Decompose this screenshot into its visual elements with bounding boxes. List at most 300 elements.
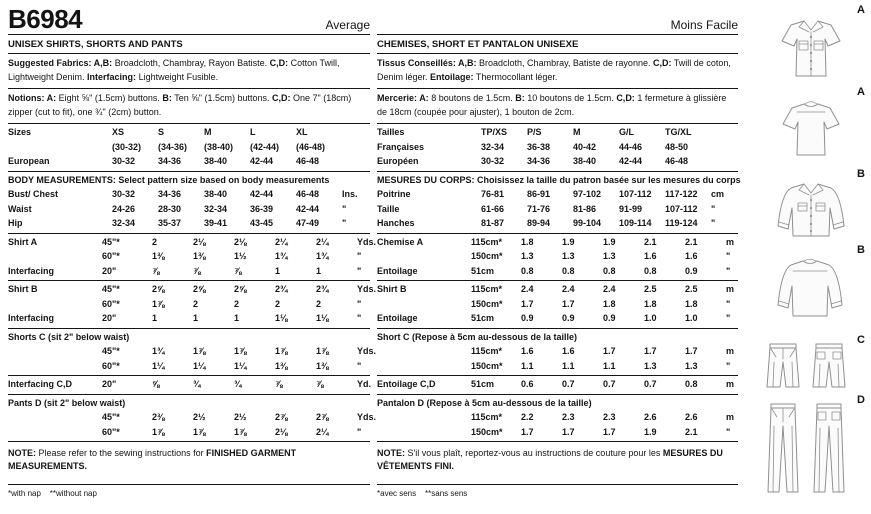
text-segment: C,D: [271, 93, 291, 103]
value-cell: 0.8 [644, 265, 657, 276]
value-cell: 2 [152, 236, 158, 247]
value-cell: 1.1 [562, 360, 575, 371]
table-section [8, 281, 377, 329]
unit-cell: " [726, 426, 731, 437]
text-segment: Lightweight Fusible. [136, 71, 219, 82]
row-label: Bust/ Chest [8, 189, 59, 199]
garment-title-fr: CHEMISES, SHORT ET PANTALON UNISEXE [377, 35, 738, 54]
value-cell: 2.6 [644, 412, 657, 422]
value-cell: 42-44 [296, 203, 320, 214]
value-cell: 42-44 [250, 156, 274, 166]
value-cell: 46-48 [296, 156, 320, 166]
value-cell: 1.9 [644, 426, 657, 437]
unit-cell: Yds. [357, 346, 377, 356]
value-cell: 34-36 [527, 156, 551, 166]
unit-cell: " [357, 265, 362, 276]
value-cell: TG/XL [665, 127, 692, 137]
value-cell: 2¾ [316, 284, 329, 294]
masthead-en [8, 6, 370, 35]
value-cell: 1½ [234, 251, 247, 261]
value-cell: 1.7 [521, 298, 534, 309]
value-cell: 2⅞ [275, 412, 288, 422]
row-label: Taille [377, 203, 400, 214]
value-cell: 32-34 [204, 203, 228, 214]
table-section [8, 329, 377, 377]
value-cell: 1⅞ [152, 298, 165, 309]
unit-cell [342, 140, 370, 155]
value-cell: 2.4 [521, 284, 534, 294]
text-segment: 1 fermeture à glissière de 18cm (coupée pour ajuster), 1 bouton de 2cm. [377, 93, 727, 117]
value-cell: 97-102 [573, 189, 602, 199]
value-cell: 1⅞ [152, 426, 165, 437]
table-section [8, 172, 370, 234]
table-row [8, 264, 370, 279]
value-cell: 47-49 [296, 218, 320, 228]
value-cell: 43-45 [250, 218, 274, 228]
text-segment: B: [162, 93, 172, 103]
table-row [377, 377, 738, 392]
table-section-heading: Pants D (sit 2" below waist) [8, 397, 126, 408]
row-label: Shirt B [8, 284, 38, 294]
value-cell: 2.6 [685, 412, 698, 422]
notions-fr [377, 89, 738, 124]
text-segment: Twill de coton, Denim léger. [377, 58, 731, 82]
value-cell: 1.6 [562, 346, 575, 356]
value-cell: 1.6 [521, 346, 534, 356]
row-label: European [8, 156, 50, 166]
value-cell: 2.5 [685, 284, 698, 294]
value-cell: 2¼ [316, 236, 329, 247]
value-cell: 0.7 [644, 379, 657, 389]
row-label: Sizes [8, 127, 32, 137]
value-cell: 46-48 [296, 189, 320, 199]
table-row [377, 249, 738, 264]
table-row [377, 202, 738, 217]
shirt-b-front-drawing [772, 181, 850, 241]
table-row [8, 410, 377, 425]
value-cell: 1 [152, 313, 158, 323]
row-label: Européen [377, 156, 419, 166]
shirt-a-front-drawing [776, 17, 846, 81]
unit-cell: " [357, 298, 362, 309]
figure-shorts-c [760, 334, 871, 394]
value-cell: 1⅛ [275, 313, 288, 323]
value-cell: 2.3 [562, 412, 575, 422]
value-cell: 1.7 [603, 346, 616, 356]
row-label: Chemise A [377, 236, 424, 247]
figure-label: D [857, 394, 865, 406]
table-section [8, 376, 370, 395]
value-cell: 86-91 [527, 189, 551, 199]
fabric-width-cell: 51cm [471, 265, 495, 276]
row-label: Waist [8, 203, 32, 214]
unit-cell: " [726, 265, 731, 276]
text-segment: B: [515, 93, 525, 103]
value-cell: 1⅜ [193, 251, 206, 261]
row-label [8, 297, 102, 312]
shirt-b-back-drawing [772, 257, 848, 321]
value-cell: 117-122 [665, 189, 698, 199]
value-cell: 46-48 [665, 156, 689, 166]
value-cell: 1¼ [152, 360, 165, 371]
value-cell: 1.1 [603, 360, 616, 371]
value-cell: M [573, 127, 581, 137]
value-cell: ⅞ [193, 265, 201, 276]
unit-cell: Ins. [342, 189, 358, 199]
table-row [8, 125, 370, 140]
value-cell: 1.8 [603, 298, 616, 309]
value-cell: 42-44 [250, 189, 274, 199]
value-cell: 1⅜ [316, 360, 329, 371]
value-cell: 1.9 [603, 236, 616, 247]
body-measurements-table-fr [377, 172, 741, 234]
value-cell: 2.1 [685, 426, 698, 437]
value-cell: 1⅜ [275, 360, 288, 371]
table-row [377, 282, 738, 297]
text-segment: Broadcloth, Chambray, Rayon Batiste. [112, 58, 270, 68]
table-row [377, 425, 738, 440]
value-cell: 1¾ [275, 251, 288, 261]
value-cell: 1.8 [521, 236, 534, 247]
value-cell: 0.6 [521, 379, 534, 389]
table-row [8, 154, 370, 169]
suggested-fabrics-fr [377, 54, 738, 89]
unit-cell: " [726, 298, 731, 309]
unit-cell [342, 125, 370, 140]
value-cell: 1.0 [685, 313, 698, 323]
value-cell: 1 [193, 313, 199, 323]
value-cell: 1 [275, 265, 281, 276]
value-cell: 109-114 [619, 218, 652, 228]
value-cell: 2.4 [562, 284, 575, 294]
table-section [377, 124, 738, 172]
table-row [8, 344, 377, 359]
value-cell: 1⅜ [152, 251, 165, 261]
value-cell: 1.3 [603, 251, 616, 261]
text-segment: MESURES DU VÊTEMENTS FINI. [377, 448, 723, 472]
value-cell: ¾ [234, 379, 242, 389]
shorts-c-back-drawing [808, 342, 850, 394]
value-cell: 0.8 [685, 379, 698, 389]
value-cell: 1⅞ [234, 346, 247, 356]
french-column [377, 6, 741, 498]
unit-cell: Yd. [357, 379, 372, 389]
english-column [8, 4, 377, 498]
difficulty-label-fr: Moins Facile [670, 17, 738, 32]
row-label: Entoilage C,D [377, 379, 436, 389]
value-cell: 2.2 [521, 412, 534, 422]
row-label: Françaises [377, 141, 425, 152]
value-cell: 28-30 [158, 203, 182, 214]
value-cell: 2⅛ [275, 426, 288, 437]
value-cell: 1⅞ [234, 426, 247, 437]
text-segment: Ten ⅝" (1.5cm) buttons. [171, 93, 272, 103]
table-row [8, 297, 370, 312]
table-row [8, 187, 370, 202]
unit-cell: " [726, 360, 731, 371]
value-cell: 2⅜ [152, 412, 165, 422]
value-cell: 30-32 [112, 189, 136, 199]
value-cell: 2⅝ [234, 284, 247, 294]
masthead-fr [377, 6, 738, 35]
row-label: Interfacing [8, 265, 55, 276]
row-label [377, 344, 471, 359]
unit-cell [711, 154, 738, 169]
fabric-width-cell: 20" [102, 313, 117, 323]
figure-shirt-b-back [760, 244, 871, 328]
value-cell: 1⅛ [316, 313, 329, 323]
value-cell: 1.1 [521, 360, 534, 371]
fabric-width-cell: 60"* [102, 298, 120, 309]
text-segment: Suggested Fabrics: A,B: [8, 58, 113, 68]
value-cell: 34-36 [158, 189, 182, 199]
notions-en [8, 89, 370, 124]
garment-title-en: UNISEX SHIRTS, SHORTS AND PANTS [8, 35, 370, 54]
value-cell: S [158, 127, 165, 137]
note-en [8, 442, 370, 478]
fabric-width-cell: 150cm* [471, 360, 503, 371]
value-cell: 1⅞ [193, 426, 206, 437]
row-label [8, 425, 102, 440]
value-cell: 38-40 [573, 156, 597, 166]
table-row [8, 202, 370, 217]
table-row [377, 359, 738, 374]
value-cell: 24-26 [112, 203, 136, 214]
unit-cell: " [342, 203, 347, 214]
value-cell: (34-36) [158, 141, 188, 152]
nap-footnote-fr: *avec sens **sans sens [377, 484, 738, 498]
value-cell: 89-94 [527, 218, 551, 228]
table-row [377, 297, 738, 312]
unit-cell: Yds. [357, 236, 377, 247]
value-cell: 0.9 [603, 313, 616, 323]
table-row [8, 140, 370, 155]
value-cell: 2.1 [685, 236, 698, 247]
table-section-heading: BODY MEASUREMENTS: Select pattern size based on body measurements [8, 174, 330, 185]
value-cell: 2½ [193, 412, 206, 422]
text-segment: Tissus Conseillés: A,B: [377, 58, 477, 68]
sizes-table-en [8, 124, 370, 172]
row-label [377, 359, 471, 374]
value-cell: 1.7 [644, 346, 657, 356]
unit-cell: " [711, 218, 716, 228]
fabric-width-cell: 150cm* [471, 426, 503, 437]
value-cell: 0.7 [562, 379, 575, 389]
table-row [377, 140, 738, 155]
table-section [377, 172, 741, 234]
figure-pants-d [760, 394, 871, 506]
value-cell: 30-32 [481, 156, 505, 166]
figure-shirt-a-front [760, 4, 871, 84]
value-cell: 32-34 [481, 141, 505, 152]
value-cell: 38-40 [204, 189, 228, 199]
value-cell: 2.5 [644, 284, 657, 294]
value-cell: 0.7 [603, 379, 616, 389]
unit-cell [342, 154, 370, 169]
fabric-width-cell: 115cm* [471, 346, 503, 356]
value-cell: 2½ [234, 412, 247, 422]
value-cell: 42-44 [619, 156, 643, 166]
table-row [8, 425, 370, 440]
value-cell: 71-76 [527, 203, 551, 214]
value-cell: 81-87 [481, 218, 505, 228]
row-label: Shirt B [377, 284, 407, 294]
unit-cell: m [726, 284, 735, 294]
row-label: Hanches [377, 218, 415, 228]
fabric-width-cell: 45"* [102, 236, 120, 247]
table-row [8, 377, 370, 392]
table-section [8, 395, 377, 443]
value-cell: ¾ [193, 379, 201, 389]
value-cell: 81-86 [573, 203, 597, 214]
fabric-width-cell: 45"* [102, 346, 120, 356]
value-cell: 2¼ [275, 236, 288, 247]
row-label [8, 359, 102, 374]
text-segment: Mercerie: A: [377, 93, 429, 103]
body-measurements-table-en [8, 172, 370, 234]
unit-cell [711, 125, 738, 140]
value-cell: 0.8 [521, 265, 534, 276]
unit-cell: cm [711, 189, 725, 199]
row-label [377, 297, 471, 312]
figure-shirt-a-back [760, 86, 871, 166]
value-cell: 2¾ [275, 284, 288, 294]
table-row [377, 216, 738, 231]
unit-cell: " [342, 218, 347, 228]
fabric-width-cell: 60"* [102, 426, 120, 437]
row-label: Entoilage [377, 313, 418, 323]
value-cell: 44-46 [619, 141, 643, 152]
text-segment: C,D: [652, 58, 672, 68]
row-label: Interfacing [8, 313, 55, 323]
value-cell: 1⅞ [316, 346, 329, 356]
unit-cell: m [726, 379, 735, 389]
value-cell: XL [296, 127, 308, 137]
value-cell: 1.3 [644, 360, 657, 371]
value-cell: 1¾ [152, 346, 165, 356]
value-cell: 99-104 [573, 218, 602, 228]
yardage-table-en [8, 234, 377, 443]
value-cell: 1.0 [644, 313, 657, 323]
unit-cell: " [357, 360, 362, 371]
value-cell: 30-32 [112, 156, 136, 166]
table-row [377, 187, 738, 202]
value-cell: 1 [316, 265, 322, 276]
value-cell: 2⅝ [193, 284, 206, 294]
fabric-width-cell: 20" [102, 379, 117, 389]
unit-cell: Yds. [357, 284, 377, 294]
yardage-table-fr [377, 234, 738, 443]
row-label: Hip [8, 218, 23, 228]
table-section [377, 281, 738, 329]
value-cell: 1.7 [685, 346, 698, 356]
text-segment: 8 boutons de 1.5cm. [428, 93, 516, 103]
table-section-heading: Short C (Repose à 5cm au-dessous de la taille) [377, 331, 578, 342]
table-section [377, 234, 738, 282]
fabric-width-cell: 115cm* [471, 412, 503, 422]
table-row [8, 235, 377, 250]
value-cell: 2⅞ [316, 412, 329, 422]
fabric-width-cell: 45"* [102, 412, 120, 422]
value-cell: 2.4 [603, 284, 616, 294]
value-cell: 36-39 [250, 203, 274, 214]
row-label [8, 249, 102, 264]
value-cell: 0.9 [521, 313, 534, 323]
text-segment: Interfacing: [87, 71, 137, 82]
value-cell: (46-48) [296, 141, 326, 152]
unit-cell: " [711, 203, 716, 214]
value-cell: 1.7 [521, 426, 534, 437]
figure-label: A [857, 4, 865, 16]
table-section-heading: MESURES DU CORPS: Choisissez la taille du patron basée sur les mesures du corps [377, 174, 741, 185]
value-cell: XS [112, 127, 125, 137]
value-cell: 1.6 [644, 251, 657, 261]
text-segment: FINISHED GARMENT MEASUREMENTS. [8, 448, 297, 472]
text-segment: 10 boutons de 1.5cm. [524, 93, 617, 103]
table-section [377, 376, 738, 395]
figure-label: B [857, 244, 865, 256]
fabric-width-cell: 115cm* [471, 284, 503, 294]
fabric-width-cell: 51cm [471, 313, 495, 323]
note-fr [377, 442, 738, 478]
table-section [377, 395, 738, 443]
row-label: Entoilage [377, 265, 418, 276]
sizes-table-fr [377, 124, 738, 172]
fabric-width-cell: 115cm* [471, 236, 503, 247]
value-cell: 36-38 [527, 141, 551, 152]
table-row [377, 154, 738, 169]
value-cell: ⅞ [234, 265, 242, 276]
value-cell: 2⅛ [234, 236, 247, 247]
text-segment: Cotton Twill, Lightweight Denim. [8, 58, 340, 82]
figure-label: B [857, 168, 865, 180]
value-cell: 2⅝ [152, 284, 165, 294]
value-cell: (42-44) [250, 141, 280, 152]
table-row [8, 311, 370, 326]
value-cell: 1.8 [685, 298, 698, 309]
value-cell: TP/XS [481, 127, 508, 137]
value-cell: 2.3 [603, 412, 616, 422]
value-cell: 1.9 [562, 236, 575, 247]
table-row [8, 359, 370, 374]
value-cell: 2⅛ [193, 236, 206, 247]
value-cell: L [250, 127, 256, 137]
table-row [377, 311, 738, 326]
table-row [8, 249, 370, 264]
value-cell: (30-32) [112, 141, 142, 152]
row-label [8, 344, 102, 359]
pattern-number: B6984 [8, 4, 83, 34]
text-segment: Thermocollant léger. [473, 71, 558, 82]
text-segment: C,D: [616, 93, 635, 103]
value-cell: 1¼ [193, 360, 206, 371]
suggested-fabrics-en [8, 54, 370, 89]
value-cell: ⅝ [152, 379, 160, 389]
fabric-width-cell: 60"* [102, 360, 120, 371]
value-cell: 0.9 [685, 265, 698, 276]
row-label [8, 140, 112, 155]
value-cell: 0.9 [562, 313, 575, 323]
table-row [377, 125, 738, 140]
value-cell: 2 [316, 298, 322, 309]
fabric-width-cell: 150cm* [471, 298, 503, 309]
value-cell: 2 [275, 298, 281, 309]
unit-cell: " [357, 251, 362, 261]
value-cell: 1⅞ [275, 346, 288, 356]
text-segment: One 7" (18cm) zipper (cut to fit), one ¾" (2cm) button. [8, 93, 352, 117]
text-segment: Notions: A: [8, 93, 57, 103]
fabric-width-cell: 150cm* [471, 251, 503, 261]
